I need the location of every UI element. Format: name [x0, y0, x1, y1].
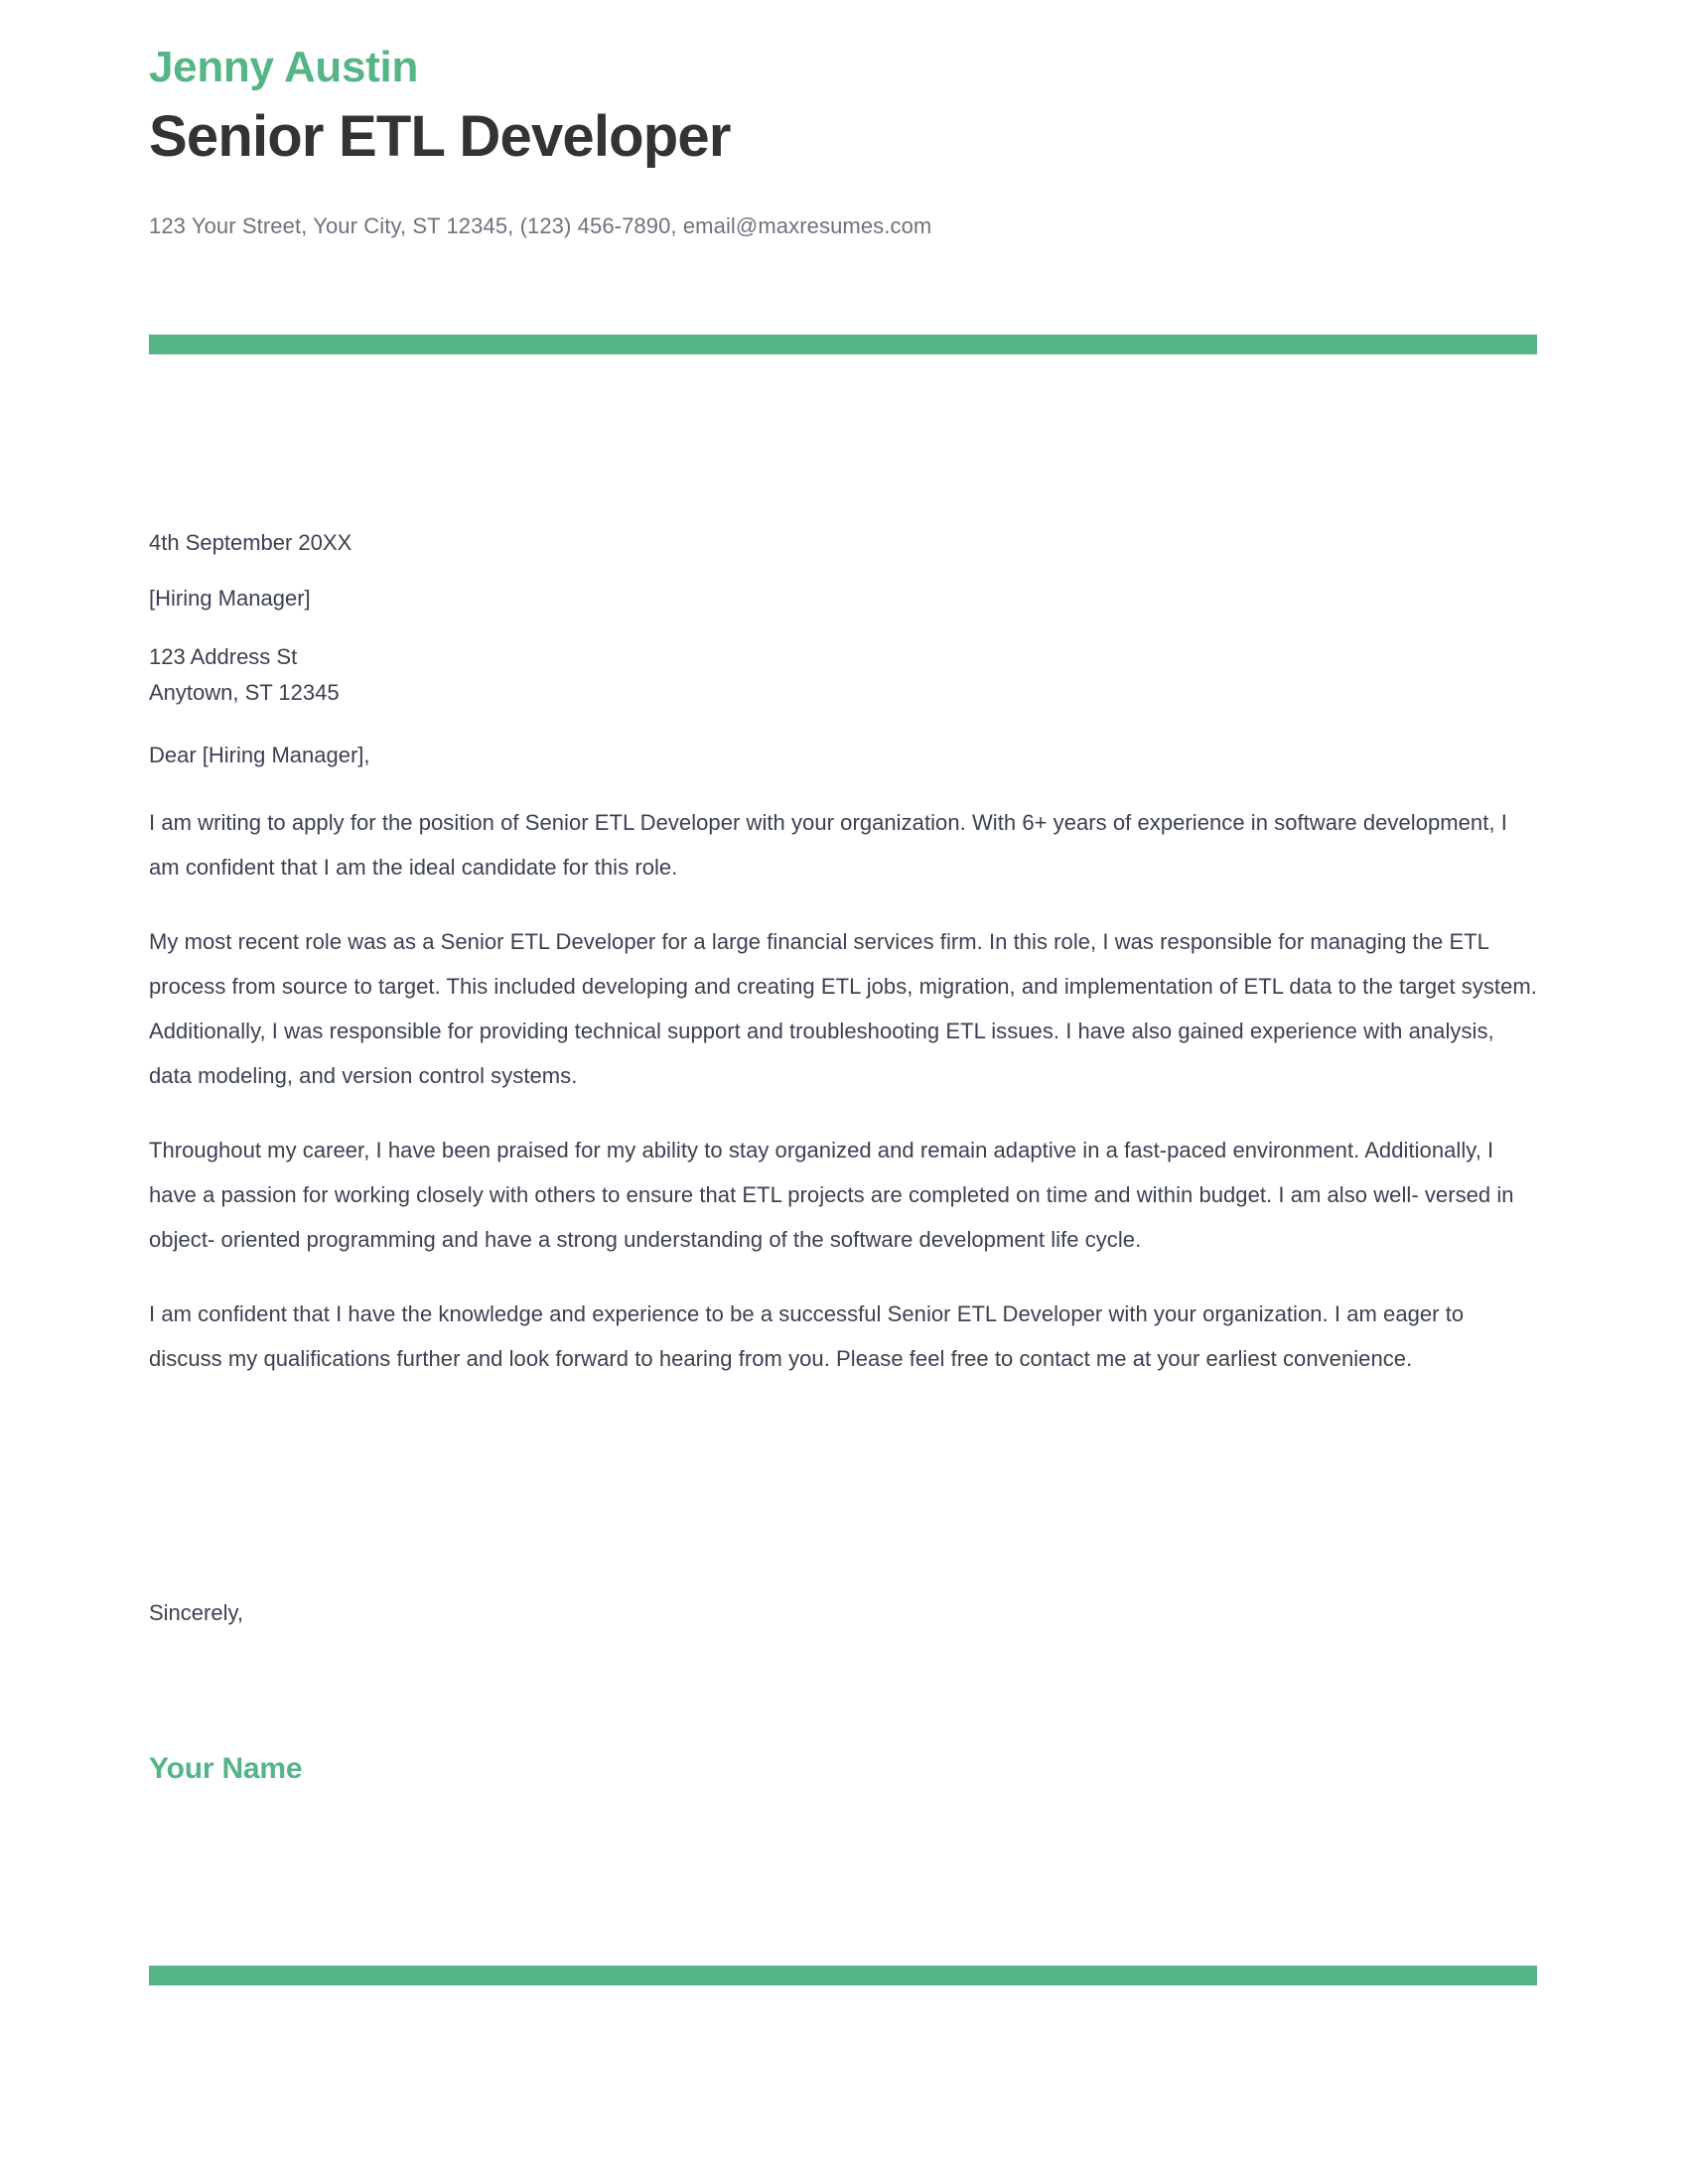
address-line-2: Anytown, ST 12345: [149, 680, 340, 705]
page-title: Senior ETL Developer: [149, 103, 731, 169]
footer-divider-bar: [149, 1966, 1537, 1985]
salutation: Dear [Hiring Manager],: [149, 743, 370, 767]
letter-header: [149, 0, 1537, 241]
recipient-address: [149, 639, 1537, 711]
contact-info-line: 123 Your Street, Your City, ST 12345, (123) 456-7890, email@maxresumes.com: [149, 213, 932, 239]
body-paragraph-2: My most recent role was as a Senior ETL Developer for a large financial services firm. In this role, I was responsible for managing the ETL process from source to target. This included developing and creating ETL jobs, migration, and implementation of ETL data to the target system. Additionally, I was responsible for providing technical support and troubleshooting ETL issues. I have also gained experience with analysis, data modeling, and version control systems.: [149, 929, 1537, 1088]
letter-body: [149, 528, 1537, 1411]
body-paragraph-4: I am confident that I have the knowledge and experience to be a successful Senior ETL Developer with your organization. I am eager to discuss my qualifications further and look forward to hearing from you. Please feel free to contact me at your earliest convenience.: [149, 1301, 1465, 1371]
sign-off: Sincerely,: [149, 1600, 243, 1625]
signature-name: Your Name: [149, 1752, 303, 1785]
header-divider-bar: [149, 335, 1537, 354]
recipient-name: [Hiring Manager]: [149, 586, 311, 611]
body-paragraph-1: I am writing to apply for the position of Senior ETL Developer with your organization. With 6+ years of experience in software development, I am confident that I am the ideal candidate for this role.: [149, 810, 1507, 880]
letter-date: 4th September 20XX: [149, 530, 352, 555]
address-line-1: 123 Address St: [149, 644, 298, 669]
body-paragraph-3: Throughout my career, I have been praised for my ability to stay organized and remain adaptive in a fast-paced environment. Additionally, I have a passion for working closely with others to ensure that ETL projects are completed on time and within budget. I am also well- versed in object- oriented programming and have a strong understanding of the software development life cycle.: [149, 1138, 1514, 1252]
applicant-name: Jenny Austin: [149, 43, 419, 91]
